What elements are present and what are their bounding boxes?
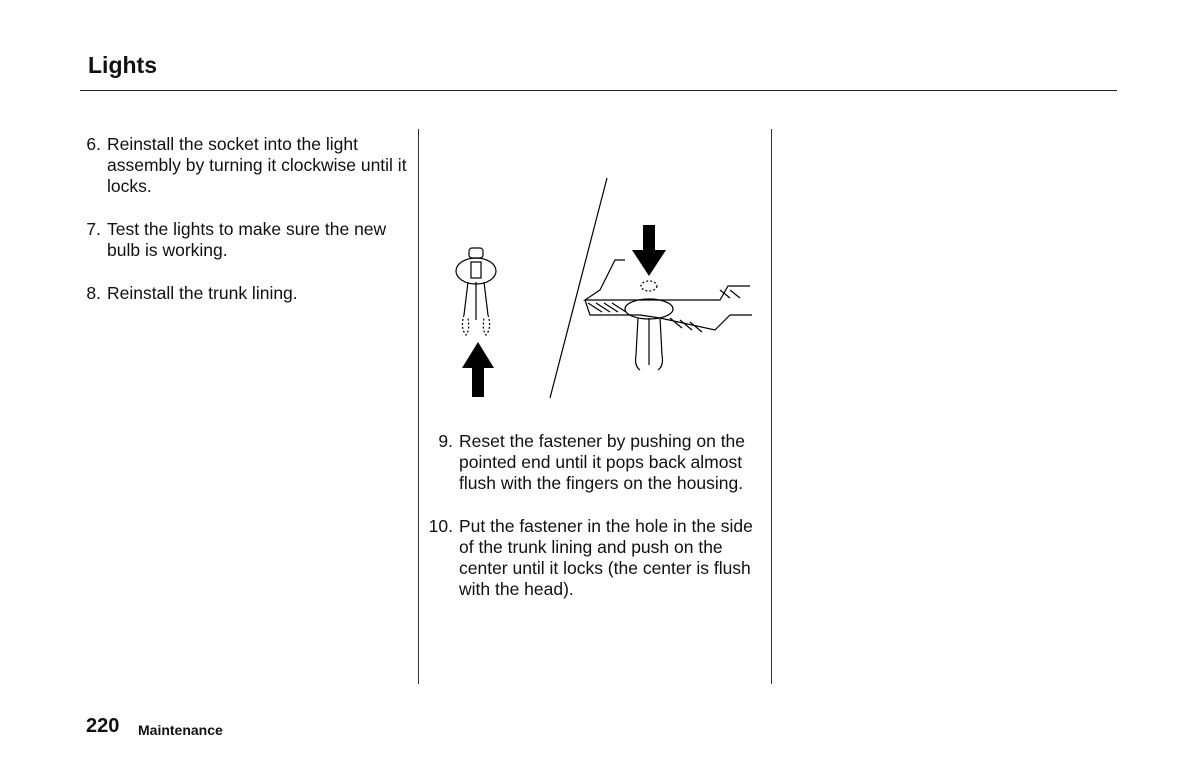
column-divider-left — [418, 129, 419, 684]
column-divider-right — [771, 129, 772, 684]
step-number: 7. — [86, 219, 101, 239]
step-10 — [428, 516, 759, 600]
push-down-arrow-icon — [632, 225, 666, 276]
step-7 — [86, 219, 407, 261]
step-number: 10. — [428, 516, 453, 536]
step-8 — [86, 283, 407, 304]
push-up-arrow-icon — [462, 342, 494, 397]
middle-step-list — [428, 431, 759, 622]
step-number: 9. — [438, 431, 453, 451]
step-text: Reinstall the socket into the light assembly by turning it clockwise until it locks. — [107, 134, 407, 196]
step-9 — [438, 431, 759, 494]
step-text: Reset the fastener by pushing on the pointed end until it pops back almost flush with the fingers on the housing. — [459, 431, 746, 493]
page-number: 220 — [86, 715, 120, 737]
step-6 — [86, 134, 407, 197]
left-step-list — [86, 134, 407, 326]
diagram-separator — [550, 178, 607, 398]
step-text: Put the fastener in the hole in the side of the trunk lining and push on the center until it locks (the center is flush with the head). — [459, 516, 753, 599]
step-text: Test the lights to make sure the new bulb is working. — [107, 219, 387, 260]
title-divider — [80, 90, 1117, 91]
step-number: 8. — [86, 283, 101, 303]
installed-fastener-icon — [625, 281, 673, 370]
step-number: 6. — [86, 134, 101, 154]
trunk-lining-panel-icon — [585, 260, 752, 332]
fastener-reset-diagram — [430, 170, 760, 405]
section-label: Maintenance — [138, 722, 223, 738]
loose-fastener-icon — [456, 248, 496, 335]
step-text: Reinstall the trunk lining. — [107, 283, 298, 303]
page-title: Lights — [88, 52, 157, 78]
